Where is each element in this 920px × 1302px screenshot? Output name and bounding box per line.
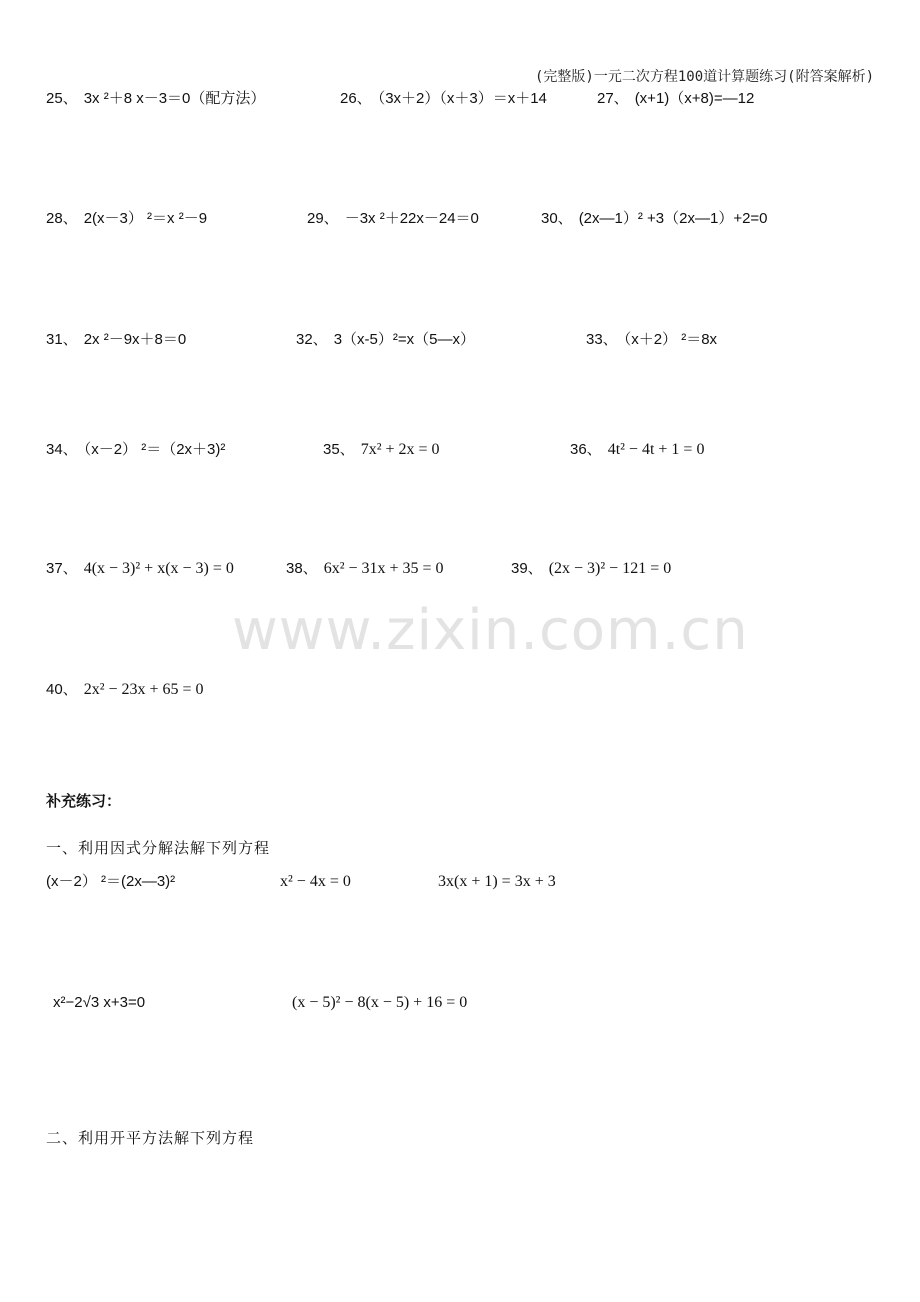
problem-38: 38、 6x² − 31x + 35 = 0 [286,560,444,577]
problem-row [0,557,920,581]
problem-29: 29、 －3x ²＋22x－24＝0 [307,210,479,227]
supplement-row [0,991,920,1015]
section-square-root-heading: 二、利用开平方法解下列方程 [46,1129,255,1147]
problem-40: 40、 2x² − 23x + 65 = 0 [46,681,204,698]
problem-36: 36、 4t² − 4t + 1 = 0 [570,441,705,458]
problem-row [0,87,920,111]
problem-30: 30、 (2x—1）² +3（2x—1）+2=0 [541,210,768,227]
problem-26: 26、 （3x＋2）（x＋3）＝x＋14 [340,90,547,107]
problem-31: 31、 2x ²－9x＋8＝0 [46,331,187,348]
supplement-title: 补充练习： [46,792,122,810]
section-factorization-heading: 一、利用因式分解法解下列方程 [46,839,271,857]
document-header: (完整版)一元二次方程100道计算题练习(附答案解析) [535,69,874,85]
problem-33: 33、 （x＋2） ²＝8x [586,331,718,348]
problem-27: 27、 (x+1)（x+8)=—12 [597,90,755,107]
supplement-row [0,870,920,894]
problem-row [0,328,920,352]
supplement-eq-3: 3x(x + 1) = 3x + 3 [438,873,556,890]
supplement-eq-4: x²−2√3 x+3=0 [53,994,146,1011]
supplement-eq-1: (x－2） ²＝(2x—3)² [46,873,176,890]
supplement-eq-5: (x − 5)² − 8(x − 5) + 16 = 0 [292,994,468,1011]
problem-37: 37、 4(x − 3)² + x(x − 3) = 0 [46,560,234,577]
problem-row [0,438,920,462]
problem-25: 25、 3x ²＋8 x－3＝0（配方法） [46,90,266,107]
problem-row [0,207,920,231]
watermark: www.zixin.com.cn [232,598,749,663]
problem-34: 34、 （x－2） ²＝（2x＋3)² [46,441,226,458]
problem-39: 39、 (2x − 3)² − 121 = 0 [511,560,672,577]
problem-35: 35、 7x² + 2x = 0 [323,441,440,458]
problem-row [0,678,920,702]
supplement-eq-2: x² − 4x = 0 [280,873,351,890]
problem-28: 28、 2(x－3） ²＝x ²－9 [46,210,208,227]
problem-32: 32、 3（x-5）²=x（5—x） [296,331,475,348]
